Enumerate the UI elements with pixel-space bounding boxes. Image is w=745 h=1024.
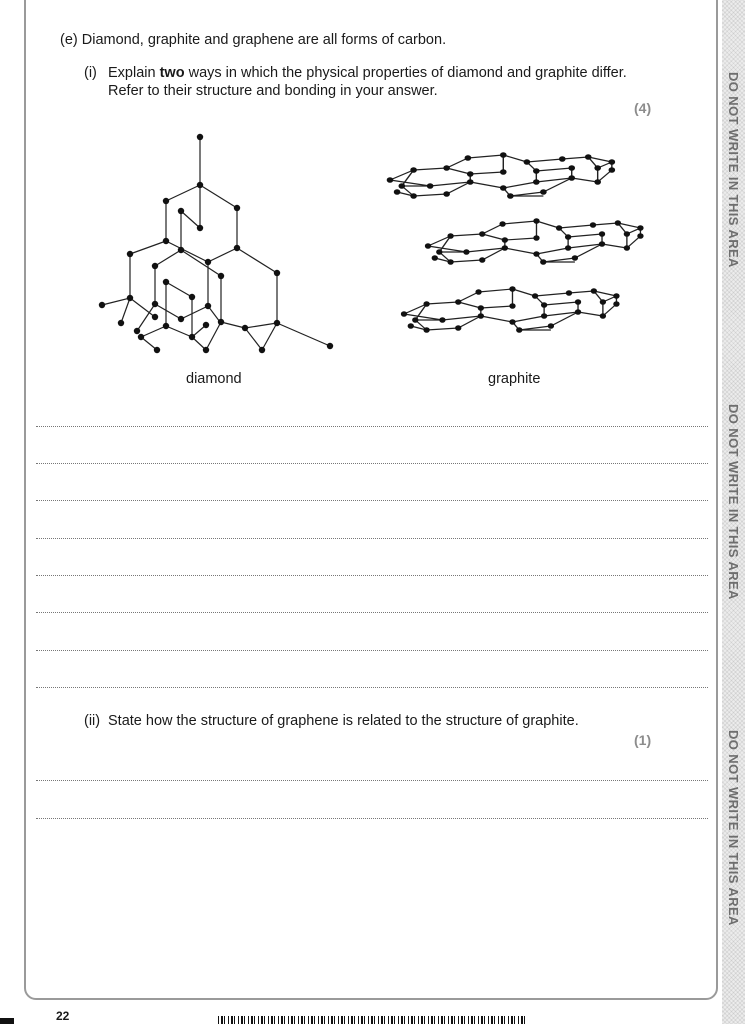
- part-i-bold-two: two: [159, 65, 185, 81]
- diamond-structure-figure: [90, 125, 350, 360]
- answer-line-ii-2[interactable]: [36, 818, 708, 819]
- part-i-line-1: [108, 64, 627, 82]
- margin-label-middle: DO NOT WRITE IN THIS AREA: [726, 404, 741, 600]
- part-ii-number: (ii): [84, 713, 101, 729]
- answer-line-i-7[interactable]: [36, 650, 708, 651]
- page-number: 22: [56, 1009, 70, 1023]
- answer-line-i-5[interactable]: [36, 575, 708, 576]
- margin-label-bottom: DO NOT WRITE IN THIS AREA: [726, 730, 741, 926]
- answer-line-i-3[interactable]: [36, 500, 708, 501]
- part-i-line-2: Refer to their structure and bonding in your answer.: [108, 83, 438, 99]
- graphite-layer-top: [387, 152, 615, 199]
- answer-line-i-8[interactable]: [36, 687, 708, 688]
- question-e: [60, 31, 446, 49]
- part-i-marks: (4): [634, 100, 652, 116]
- answer-line-ii-1[interactable]: [36, 780, 708, 781]
- answer-line-i-1[interactable]: [36, 426, 708, 427]
- part-i-text-a: Explain: [108, 65, 160, 81]
- corner-mark: [0, 1018, 14, 1024]
- diamond-bonds: [102, 137, 330, 350]
- diamond-caption: diamond: [186, 371, 242, 387]
- answer-line-i-4[interactable]: [36, 538, 708, 539]
- graphite-structure-figure: [385, 145, 655, 345]
- graphite-layer-middle: [425, 218, 644, 265]
- answer-line-i-2[interactable]: [36, 463, 708, 464]
- question-e-number: (e): [60, 32, 78, 48]
- graphite-caption: graphite: [488, 371, 541, 387]
- part-i-number: (i): [84, 65, 97, 81]
- part-ii-marks: (1): [634, 732, 652, 748]
- part-ii-text: State how the structure of graphene is related to the structure of graphite.: [108, 713, 579, 729]
- answer-line-i-6[interactable]: [36, 612, 708, 613]
- part-i-text-b: ways in which the physical properties of diamond and graphite differ.: [184, 65, 627, 81]
- margin-label-top: DO NOT WRITE IN THIS AREA: [726, 72, 741, 268]
- barcode: [218, 1016, 528, 1024]
- question-e-stem: Diamond, graphite and graphene are all forms of carbon.: [81, 32, 447, 48]
- diamond-atoms: [99, 134, 333, 353]
- graphite-layer-bottom: [401, 286, 620, 333]
